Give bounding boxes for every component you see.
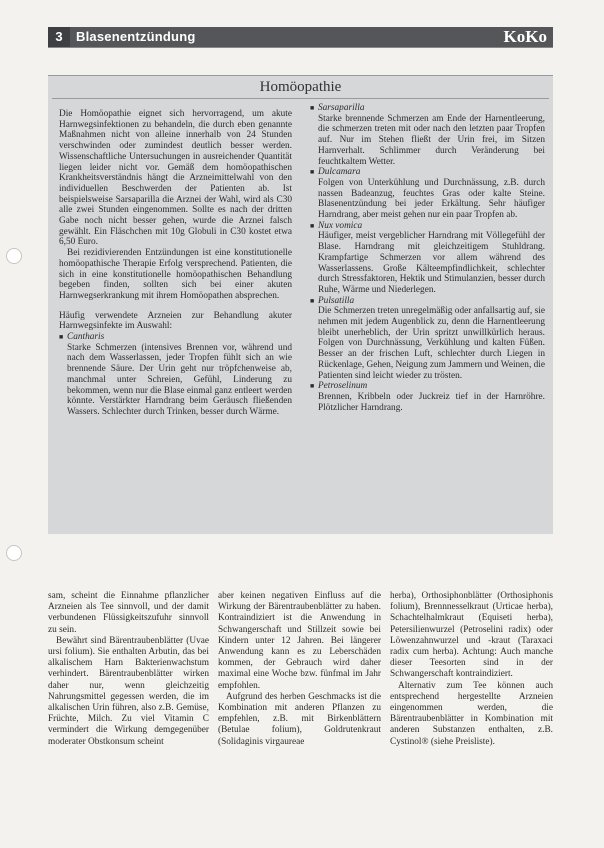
brand-logo: KoKo: [503, 27, 547, 46]
paragraph: Alternativ zum Tee können auch entsprechend hergestellte Arzneien eingenommen werden, die Bärentraubenblätter in Kombination mit anderen Substanzen enthalten, z.B. Cystinol® (siehe Preisliste).: [390, 680, 553, 747]
remedy-text: Die Schmerzen treten unregelmäßig oder anfallsartig auf, sie nehmen mit jedem Augenblick zu, denn die Harnentleerung bleibt unerheblich, der Urin spritzt unwillkürlich heraus. Folgen von Durchnässung, Verkühlung und kalten Füßen. Besser an der frischen Luft, schlechter durch Liegen in Rückenlage, Gehen, Neigung zum Jammern und Weinen, die Patienten sind leicht wieder zu trösten.: [318, 306, 545, 381]
remedy-text: Brennen, Kribbeln oder Juckreiz tief in der Harnröhre. Plötzlicher Harndrang.: [318, 391, 545, 413]
remedy-item: [310, 167, 545, 221]
box-right-column: [310, 103, 545, 413]
remedy-name: Dulcamara: [318, 167, 361, 178]
header-bar: [48, 27, 553, 47]
bullet-icon: ■: [310, 221, 315, 230]
remedy-text: Folgen von Unterkühlung und Durchnässung, z.B. durch nassen Badeanzug, feuchtes Gras oder kalte Steine. Blasenentzündung bei jeder Erkältung. Sehr häufiger Harndrang, aber meist gehen nur ein paar Tropfen ab.: [318, 177, 545, 221]
paragraph: Häufig verwendete Arzneien zur Behandlung akuter Harnwegsinfekte im Auswahl:: [59, 310, 292, 332]
box-title: Homöopathie: [259, 79, 342, 95]
paragraph: Bei rezidivierenden Entzündungen ist eine konstitutionelle homöopathische Therapie Erfolg versprechend. Patienten, die sich in eine konstitutionelle homöopathischen Behandlung begeben finden, sollten sich bei einer akuten Harnwegserkrankung mit ihrem Homöopathen absprechen.: [59, 248, 292, 301]
bullet-icon: ■: [310, 104, 315, 112]
chapter-title: Blasenentzündung: [76, 29, 196, 44]
remedy-name: Nux vomica: [318, 220, 363, 231]
remedy-name: Cantharis: [67, 332, 105, 343]
bullet-icon: ■: [310, 382, 315, 391]
remedy-item: [310, 103, 545, 167]
remedy-text: Starke brennende Schmerzen am Ende der Harnentleerung, die schmerzen treten mit oder nach den letzten paar Tropfen auf. Nur im Stehen fließt der Urin frei, im Sitzen Harnverhalt. Schlimmer durch Veränderung bei feuchtkaltem Wetter.: [318, 113, 545, 167]
punch-hole-icon: [6, 248, 22, 264]
paragraph: sam, scheint die Einnahme pflanzlicher Arzneien als Tee sinnvoll, und der damit verbundenen Flüssigkeitszufuhr sinnvoll zu sein.: [48, 591, 209, 635]
bullet-icon: ■: [59, 333, 64, 342]
punch-hole-icon: [6, 545, 22, 561]
remedy-item: [310, 221, 545, 296]
body-column-2: [218, 591, 381, 748]
paragraph: aber keinen negativen Einfluss auf die Wirkung der Bärentraubenblätter zu haben. Kontraindiziert ist die Anwendung in Schwangerschaft und Stillzeit sowie bei Kindern unter 12 Jahren. Bei längerer Anwendung kann es zu Leberschäden kommen, der Gebrauch wird daher maximal eine Woche bzw. fünfmal im Jahr empfohlen.: [218, 591, 381, 691]
bullet-icon: ■: [310, 168, 315, 177]
remedy-text: Starke Schmerzen (intensives Brennen vor, während und nach dem Wasserlassen, jeder Tropfen fühlt sich an wie brennende Säure. Der Urin geht nur tröpfchenweise ab, manchmal unter Schreien, Gefühl, Linderung zu bekommen, wenn nur die Blase einmal ganz entleert werden könnte. Verstärkter Harndrang beim Geräusch fließenden Wassers. Schlechter durch Trinken, besser durch Wärme.: [67, 342, 292, 417]
box-left-column: [59, 109, 292, 418]
page-number: 3: [48, 27, 70, 47]
box-title-divider: [52, 98, 549, 99]
remedy-name: Sarsaparilla: [318, 103, 365, 113]
homeopathy-box: [48, 75, 553, 534]
paragraph: Die Homöopathie eignet sich hervorragend, um akute Harnwegsinfektionen zu behandeln, die durch eben genannte Maßnahmen nicht von alleine innerhalb von 24 Stunden verschwinden oder zumindest deutlich besser werden. Wissenschaftliche Untersuchungen in ausreichender Quantität liegen leider nicht vor. Gemäß dem homöopathischen Krankheitsverständnis hängt die Arzneimittelwahl von den individuellen Beschwerden der Patienten ab. Ist beispielsweise Sarsaparilla die Arznei der Wahl, wird als C30 alle zwei Stunden eingenommen. Sollte es nach der dritten Gabe noch nicht besser gehen, wurde die Arznei falsch gewählt. Ein Fläschchen mit 10g Globuli in C30 kostet etwa 6,50 Euro.: [59, 109, 292, 248]
remedy-name: Pulsatilla: [318, 295, 355, 306]
remedy-item: [310, 381, 545, 413]
body-column-1: [48, 591, 209, 748]
header-rule: [48, 47, 553, 48]
remedy-item: [59, 332, 292, 418]
paragraph: herba), Orthosiphonblätter (Orthosiphonis folium), Brennnesselkraut (Urticae herba), Schachtelhalmkraut (Equiseti herba), Petersilienwurzel (Petroselini radix) oder Löwenzahnwurzel und -kraut (Taraxaci radix cum herba). Achtung: Auch manche dieser Teesorten sind in der Schwangerschaft kontraindiziert.: [390, 591, 553, 680]
bullet-icon: ■: [310, 296, 315, 305]
paragraph: Bewährt sind Bärentraubenblätter (Uvae ursi folium). Sie enthalten Arbutin, das bei alkalischem Harn Bakterienwachstum verhindert. Bärentraubenblätter wirken daher nur, wenn gleichzeitig Nahrungsmittel gegessen werden, die im alkalischen Urin führen, also z.B. Gemüse, Früchte, Milch. Zu viel Vitamin C vermindert die Wirkung demgegenüber moderater Obstkonsum scheint: [48, 635, 209, 747]
body-column-3: [390, 591, 553, 748]
remedy-name: Petroselinum: [318, 381, 368, 392]
remedy-text: Häufiger, meist vergeblicher Harndrang mit Völlegefühl der Blase. Harndrang mit gleichzeitigem Stuhldrang. Krampfartige Schmerzen vor allem während des Wasserlassens. Große Kälteempfindlichkeit, schlechter durch Stressfaktoren, Hektik und Stimulanzien, besser durch Ruhe, Wärme und Niederlegen.: [318, 231, 545, 295]
paragraph: Aufgrund des herben Geschmacks ist die Kombination mit anderen Pflanzen zu empfehlen, z.B. mit Birkenblättern (Betulae folium), Goldrutenkraut (Solidaginis virgaureae: [218, 691, 381, 747]
remedy-item: [310, 296, 545, 382]
